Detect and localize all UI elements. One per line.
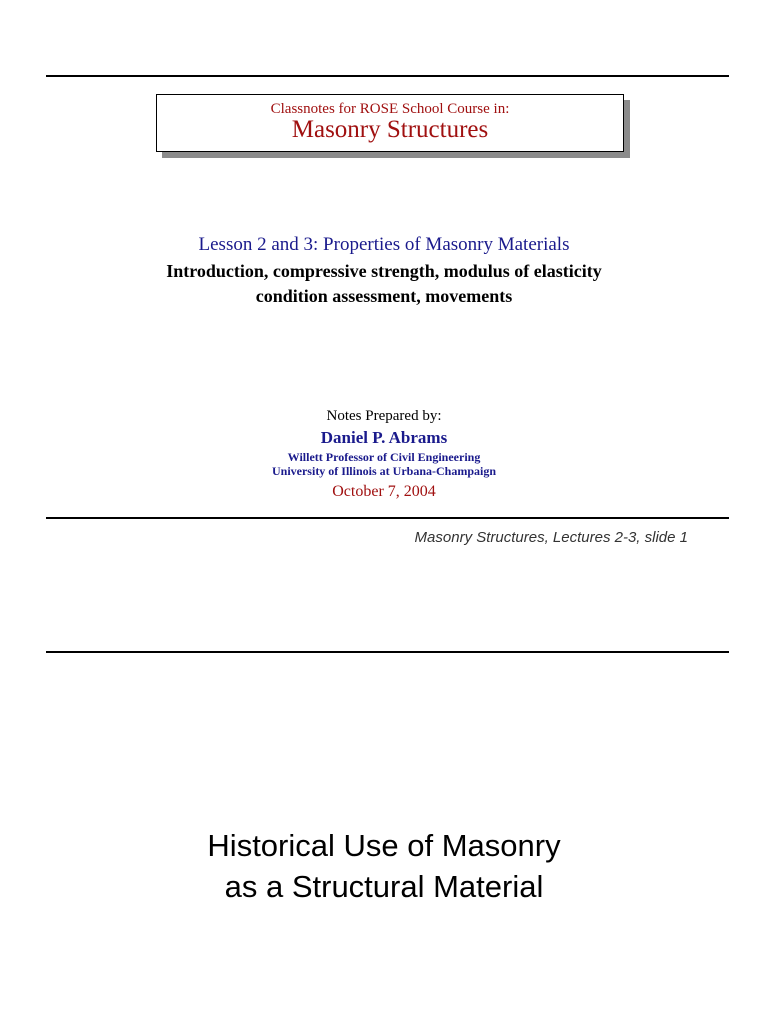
lesson-subtitle-line-2: condition assessment, movements bbox=[255, 286, 513, 306]
lesson-subtitle bbox=[0, 259, 768, 309]
next-slide-heading-line-2: as a Structural Material bbox=[224, 869, 544, 904]
slide-bottom-divider bbox=[46, 517, 729, 519]
lecture-date: October 7, 2004 bbox=[332, 483, 436, 500]
author-affiliation bbox=[0, 450, 768, 478]
next-slide-heading-line-1: Historical Use of Masonry bbox=[207, 828, 561, 863]
slide-caption: Masonry Structures, Lectures 2-3, slide 1 bbox=[414, 529, 688, 546]
prepared-by-label: Notes Prepared by: bbox=[326, 408, 442, 424]
next-slide-heading bbox=[0, 825, 768, 907]
course-title: Masonry Structures bbox=[291, 116, 489, 143]
author-name: Daniel P. Abrams bbox=[320, 428, 448, 447]
course-label: Classnotes for ROSE School Course in: bbox=[270, 101, 510, 117]
author-position: Willett Professor of Civil Engineering bbox=[287, 450, 481, 464]
top-divider bbox=[46, 75, 729, 77]
course-title-box bbox=[156, 94, 624, 152]
next-slide-divider bbox=[46, 651, 729, 653]
lesson-title: Lesson 2 and 3: Properties of Masonry Materials bbox=[198, 234, 570, 255]
lesson-subtitle-line-1: Introduction, compressive strength, modulus of elasticity bbox=[166, 261, 602, 281]
author-institution: University of Illinois at Urbana-Champaign bbox=[271, 464, 497, 478]
